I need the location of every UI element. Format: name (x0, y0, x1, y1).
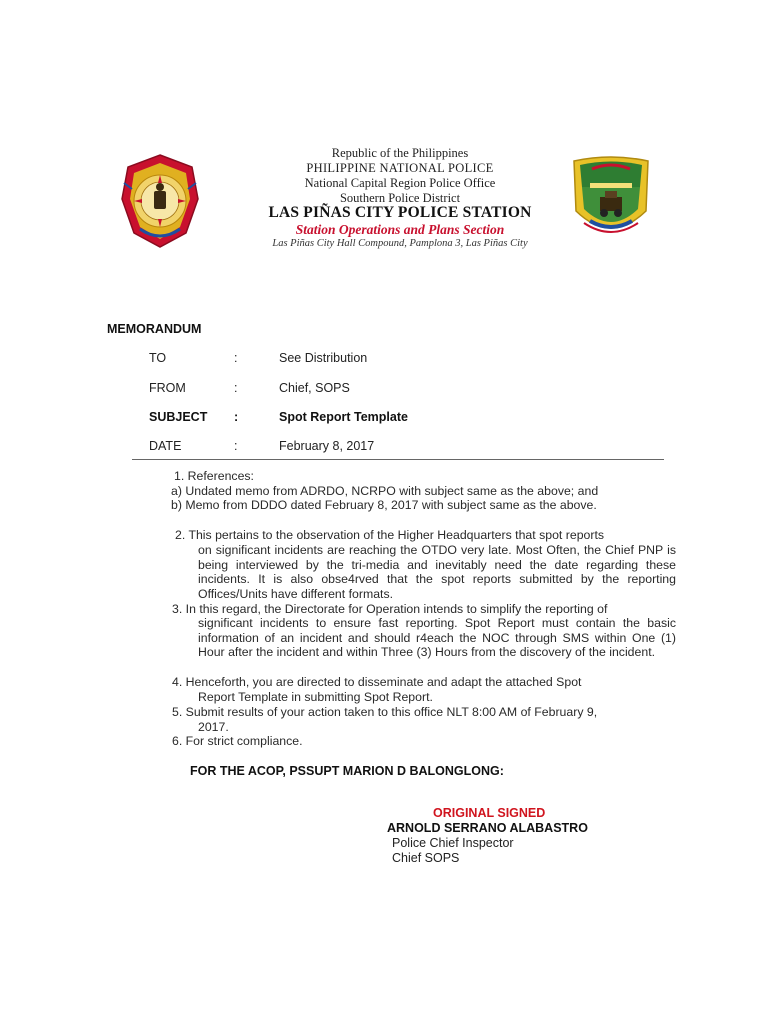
paragraph-2-first-line: 2. This pertains to the observation of the Higher Headquarters that spot reports (175, 528, 605, 542)
header-ncrpo: National Capital Region Police Office (304, 176, 496, 190)
paragraph-4-body: Report Template in submitting Spot Report. (198, 690, 433, 704)
field-label: FROM (149, 381, 186, 395)
memo-field-date (0, 439, 768, 457)
memo-field-to (0, 351, 768, 369)
las-pinas-police-badge-icon (570, 153, 652, 243)
original-signed-stamp: ORIGINAL SIGNED (433, 806, 546, 820)
pnp-seal-icon (118, 153, 202, 249)
header-republic: Republic of the Philippines (331, 146, 469, 160)
header-section-name: Station Operations and Plans Section (295, 222, 505, 237)
header-district: Southern Police District (339, 191, 461, 205)
field-colon: : (234, 410, 239, 424)
field-colon: : (234, 381, 238, 395)
signer-position: Chief SOPS (392, 851, 460, 865)
memo-field-subject (0, 410, 768, 428)
paragraph-3-body: significant incidents to ensure fast reporting. Spot Report must contain the basic information of an incident and should r4each the NOC through SMS within One (1) Hour after the incident and within Three (3) Hours from the discovery of the incident. (198, 616, 676, 660)
header-address: Las Piñas City Hall Compound, Pamplona 3, Las Piñas City (272, 238, 528, 249)
paragraph-2-body: on significant incidents are reaching the OTDO very late. Most Often, the Chief PNP is being interviewed by the tri-media and inevitably need the date regarding these incidents. It is also obse4rved that the spot reports submitted by the reporting Offices/Units have different formats. (198, 543, 676, 601)
paragraph-6: 6. For strict compliance. (172, 734, 303, 748)
field-value: Spot Report Template (279, 410, 408, 424)
references-heading: 1. References: (174, 469, 254, 483)
field-value: February 8, 2017 (279, 439, 375, 453)
field-value: See Distribution (279, 351, 368, 365)
field-colon: : (234, 439, 238, 453)
field-label: SUBJECT (149, 410, 208, 424)
signoff-line: FOR THE ACOP, PSSUPT MARION D BALONGLONG: (190, 764, 504, 778)
header-station-name: LAS PIÑAS CITY POLICE STATION (268, 204, 532, 221)
reference-b: b) Memo from DDDO dated February 8, 2017 with subject same as the above. (171, 498, 597, 512)
memo-field-from (0, 381, 768, 399)
signer-name: ARNOLD SERRANO ALABASTRO (387, 821, 588, 835)
header-pnp: PHILIPPINE NATIONAL POLICE (306, 161, 494, 175)
field-colon: : (234, 351, 238, 365)
paragraph-5-first-line: 5. Submit results of your action taken to this office NLT 8:00 AM of February 9, (172, 705, 598, 719)
reference-a: a) Undated memo from ADRDO, NCRPO with subject same as the above; and (171, 484, 599, 498)
paragraph-3-first-line: 3. In this regard, the Directorate for Operation intends to simplify the reporting of (172, 602, 608, 616)
field-label: DATE (149, 439, 182, 453)
paragraph-5-body: 2017. (198, 720, 229, 734)
signer-rank: Police Chief Inspector (392, 836, 514, 850)
header-divider (132, 459, 664, 460)
field-value: Chief, SOPS (279, 381, 350, 395)
field-label: TO (149, 351, 167, 365)
memo-title: MEMORANDUM (107, 322, 202, 336)
paragraph-4-first-line: 4. Henceforth, you are directed to disseminate and adapt the attached Spot (172, 675, 582, 689)
